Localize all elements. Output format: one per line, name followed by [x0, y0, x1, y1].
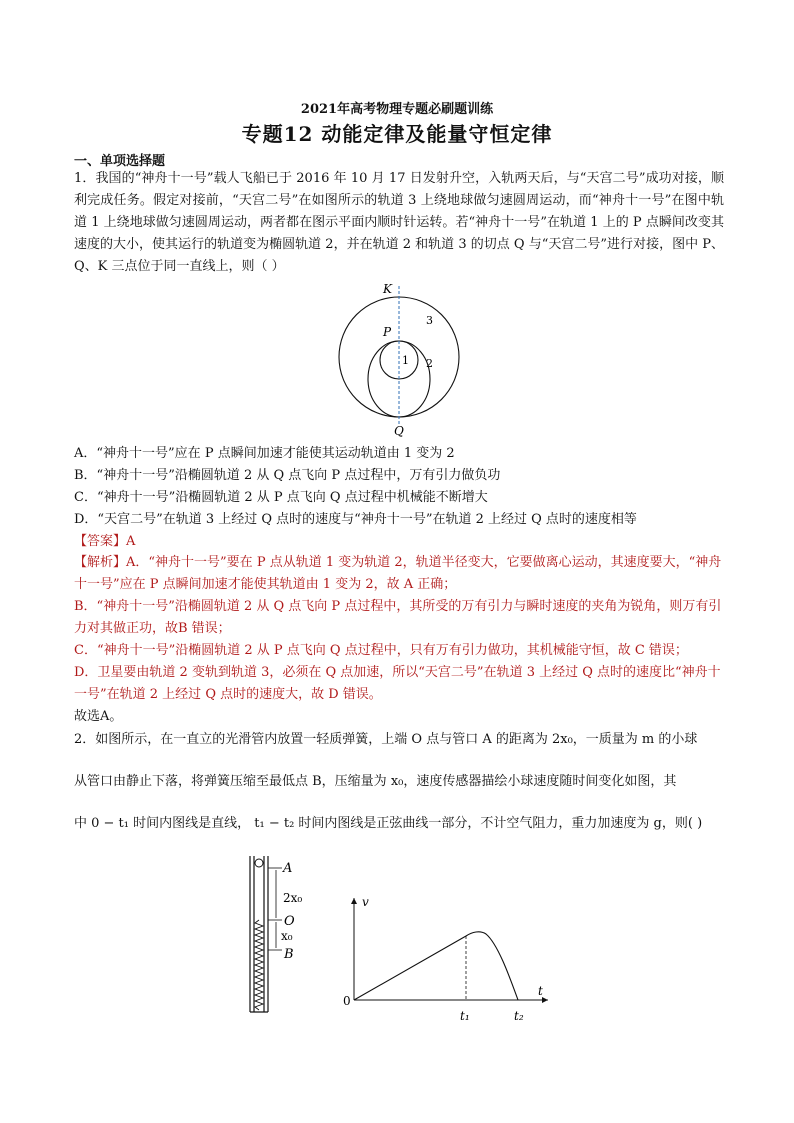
label-t2: t₂ [514, 1009, 524, 1023]
velocity-curve [354, 932, 518, 1000]
label-b: B [284, 947, 294, 962]
question-2-line-3: 中 0 − t₁ 时间内图线是直线， t₁ − t₂ 时间内图线是正弦曲线一部分，不计空气阻力，重力加速度为 g，则( ) [74, 816, 703, 831]
ball-icon [255, 859, 263, 867]
analysis-c: C．“神舟十一号”沿椭圆轨道 2 从 P 点飞向 Q 点过程中，只有万有引力做功，其机械能守恒，故 C 错误； [74, 643, 688, 658]
label-origin: 0 [343, 994, 351, 1008]
label-orbit-1: 1 [402, 354, 409, 367]
label-2x0: 2x₀ [283, 891, 303, 905]
answer: 【答案】A [74, 534, 136, 549]
option-a: A．“神舟十一号”应在 P 点瞬间加速才能使其运动轨道由 1 变为 2 [74, 446, 455, 461]
label-a: A [283, 861, 293, 876]
analysis-a: 【解析】A．“神舟十一号”要在 P 点从轨道 1 变为轨道 2，轨道半径变大，它要做离心运动，其速度要大，“神舟十一号”应在 P 点瞬间加速才能使其轨道由 1 变为 2，故 A 正确； [74, 555, 722, 592]
spring-coil [255, 920, 263, 1010]
label-v: v [362, 895, 369, 909]
label-t: t [538, 984, 543, 998]
option-b: B．“神舟十一号”沿椭圆轨道 2 从 Q 点飞向 P 点过程中，万有引力做负功 [74, 468, 501, 483]
label-o: O [284, 914, 295, 929]
question-2-stem [74, 728, 730, 848]
question-2-line-1: 2．如图所示，在一直立的光滑管内放置一轻质弹簧，上端 O 点与管口 A 的距离为 2x₀，一质量为 m 的小球 [74, 732, 698, 747]
tube-spring-diagram [238, 854, 318, 1014]
velocity-time-graph [338, 892, 558, 1028]
option-c: C．“神舟十一号”沿椭圆轨道 2 从 P 点飞向 Q 点过程中机械能不断增大 [74, 490, 488, 505]
label-orbit-2: 2 [426, 357, 433, 370]
label-t1: t₁ [460, 1009, 470, 1023]
conclusion: 故选A。 [74, 709, 123, 724]
option-d: D．“天宫二号”在轨道 3 上经过 Q 点时的速度与“神舟十一号”在轨道 2 上经过 Q 点时的速度相等 [74, 512, 637, 527]
orbit-diagram [330, 278, 470, 440]
label-q: Q [394, 424, 404, 438]
analysis-d: D．卫星要由轨道 2 变轨到轨道 3，必须在 Q 点加速，所以“天宫二号”在轨道 3 上经过 Q 点时的速度比“神舟十一号”在轨道 2 上经过 Q 点时的速度大，故 D 错误。 [74, 665, 721, 702]
analysis-b: B．“神舟十一号”沿椭圆轨道 2 从 Q 点飞向 P 点过程中，其所受的万有引力与瞬时速度的夹角为锐角，则万有引力对其做正功，故B 错误； [74, 599, 722, 636]
page-title: 专题12 动能定律及能量守恒定律 [241, 122, 553, 146]
label-p: P [383, 325, 392, 339]
label-k: K [383, 282, 392, 296]
section-heading: 一、单项选择题 [74, 154, 166, 169]
label-x0: x₀ [281, 929, 293, 943]
exam-subtitle: 2021年高考物理专题必刷题训练 [300, 102, 494, 117]
question-2-line-2: 从管口由静止下落，将弹簧压缩至最低点 B，压缩量为 x₀，速度传感器描绘小球速度随时间变化如图，其 [74, 774, 677, 789]
question-1-stem: 1．我国的“神舟十一号”载人飞船已于 2016 年 10 月 17 日发射升空，入轨两天后，与“天宫二号”成功对接，顺利完成任务。假定对接前，“天宫二号”在如图所示的轨道 3 上绕地球做匀速圆周运动，而“神舟十一号”在图中轨道 1 上绕地球做匀速圆周运动，两者都在图示平面内顺时针运转。若“神舟十一号”在轨道 1 上的 P 点瞬间改变其速度的大小，使其运行的轨道变为椭圆轨道 2，并在轨道 2 和轨道 3 的切点 Q 与“天宫二号”进行对接，图中 P、Q、K 三点位于同一直线上，则（ ） [74, 171, 724, 274]
analysis-block [74, 552, 724, 728]
label-orbit-3: 3 [426, 314, 433, 327]
